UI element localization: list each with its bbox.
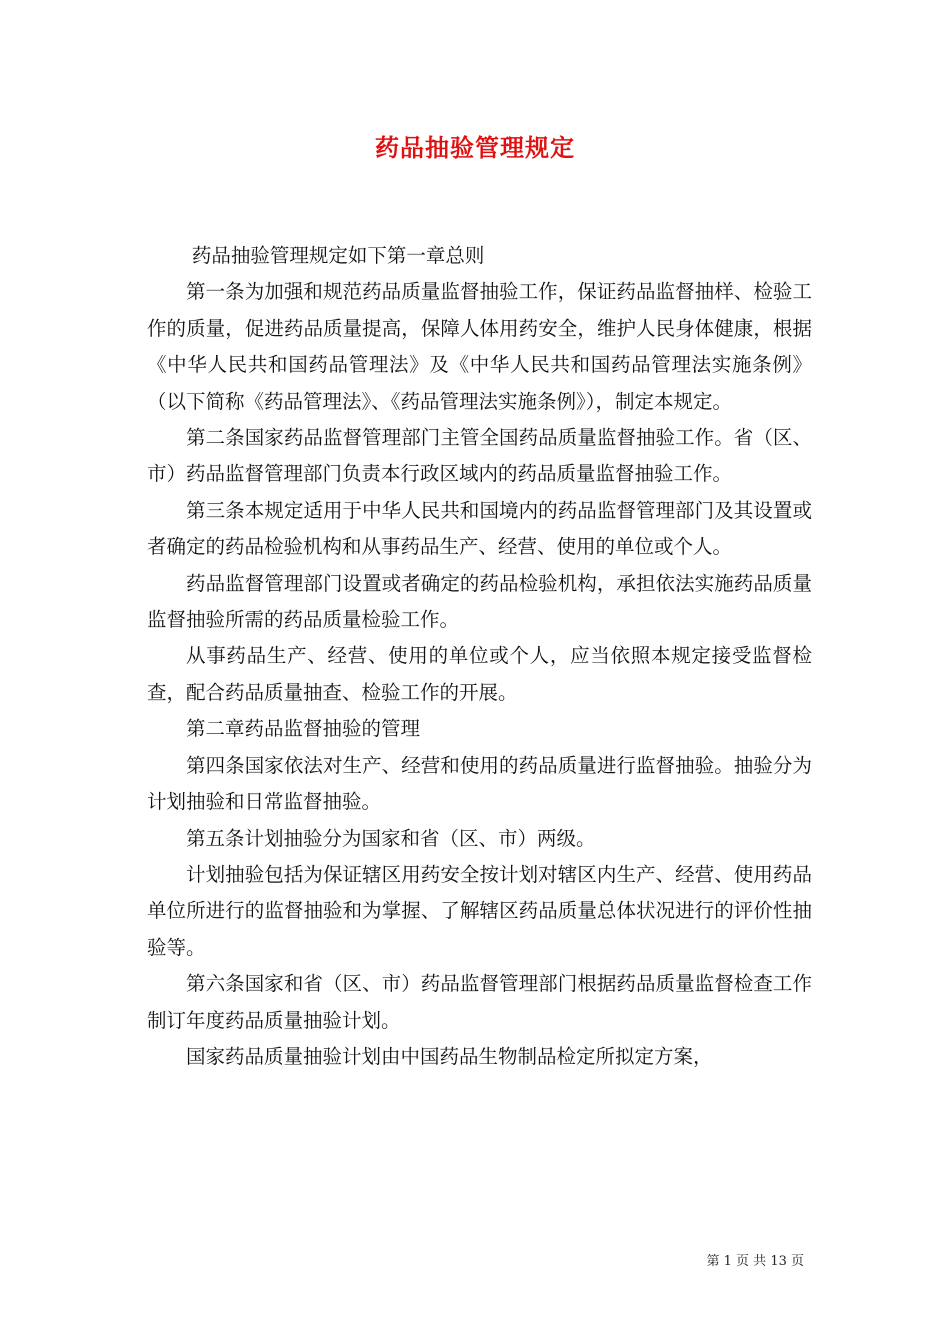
paragraph-article-5: 第五条计划抽验分为国家和省（区、市）两级。 [186,826,596,850]
paragraph-article-3-part-2: 药品监督管理部门设置或者确定的药品检验机构，承担依法实施药品质量监督抽验所需的药品质量检验工作。 [147,571,812,632]
document-title: 药品抽验管理规定 [375,133,575,162]
paragraph-article-6: 第六条国家和省（区、市）药品监督管理部门根据药品质量监督检查工作制订年度药品质量抽验计划。 [147,972,812,1032]
document-body [147,238,812,1075]
paragraph-article-3-part-3: 从事药品生产、经营、使用的单位或个人，应当依照本规定接受监督检查，配合药品质量抽查、检验工作的开展。 [147,644,812,704]
paragraph-article-5-part-2: 计划抽验包括为保证辖区用药安全按计划对辖区内生产、经营、使用药品单位所进行的监督抽验和为掌握、了解辖区药品质量总体状况进行的评价性抽验等。 [147,862,812,959]
paragraph-article-3: 第三条本规定适用于中华人民共和国境内的药品监督管理部门及其设置或者确定的药品检验机构和从事药品生产、经营、使用的单位或个人。 [147,498,812,559]
paragraph-article-4: 第四条国家依法对生产、经营和使用的药品质量进行监督抽验。抽验分为计划抽验和日常监督抽验。 [147,753,812,814]
chapter-heading-2: 第二章药品监督抽验的管理 [186,717,421,741]
page-number-footer: 第 1 页 共 13 页 [706,1254,804,1269]
paragraph-article-2: 第二条国家药品监督管理部门主管全国药品质量监督抽验工作。省（区、市）药品监督管理部门负责本行政区域内的药品质量监督抽验工作。 [147,426,812,486]
paragraph-intro: 药品抽验管理规定如下第一章总则 [191,244,485,267]
paragraph-article-1: 第一条为加强和规范药品质量监督抽验工作，保证药品监督抽样、检验工作的质量，促进药品质量提高，保障人体用药安全，维护人民身体健康，根据《中华人民共和国药品管理法》及《中华人民共和国药品管理法实施条例》（以下简称《药品管理法》、《药品管理法实施条例》），制定本规定。 [147,280,812,413]
paragraph-article-6-part-2: 国家药品质量抽验计划由中国药品生物制品检定所拟定方案， [186,1044,713,1068]
